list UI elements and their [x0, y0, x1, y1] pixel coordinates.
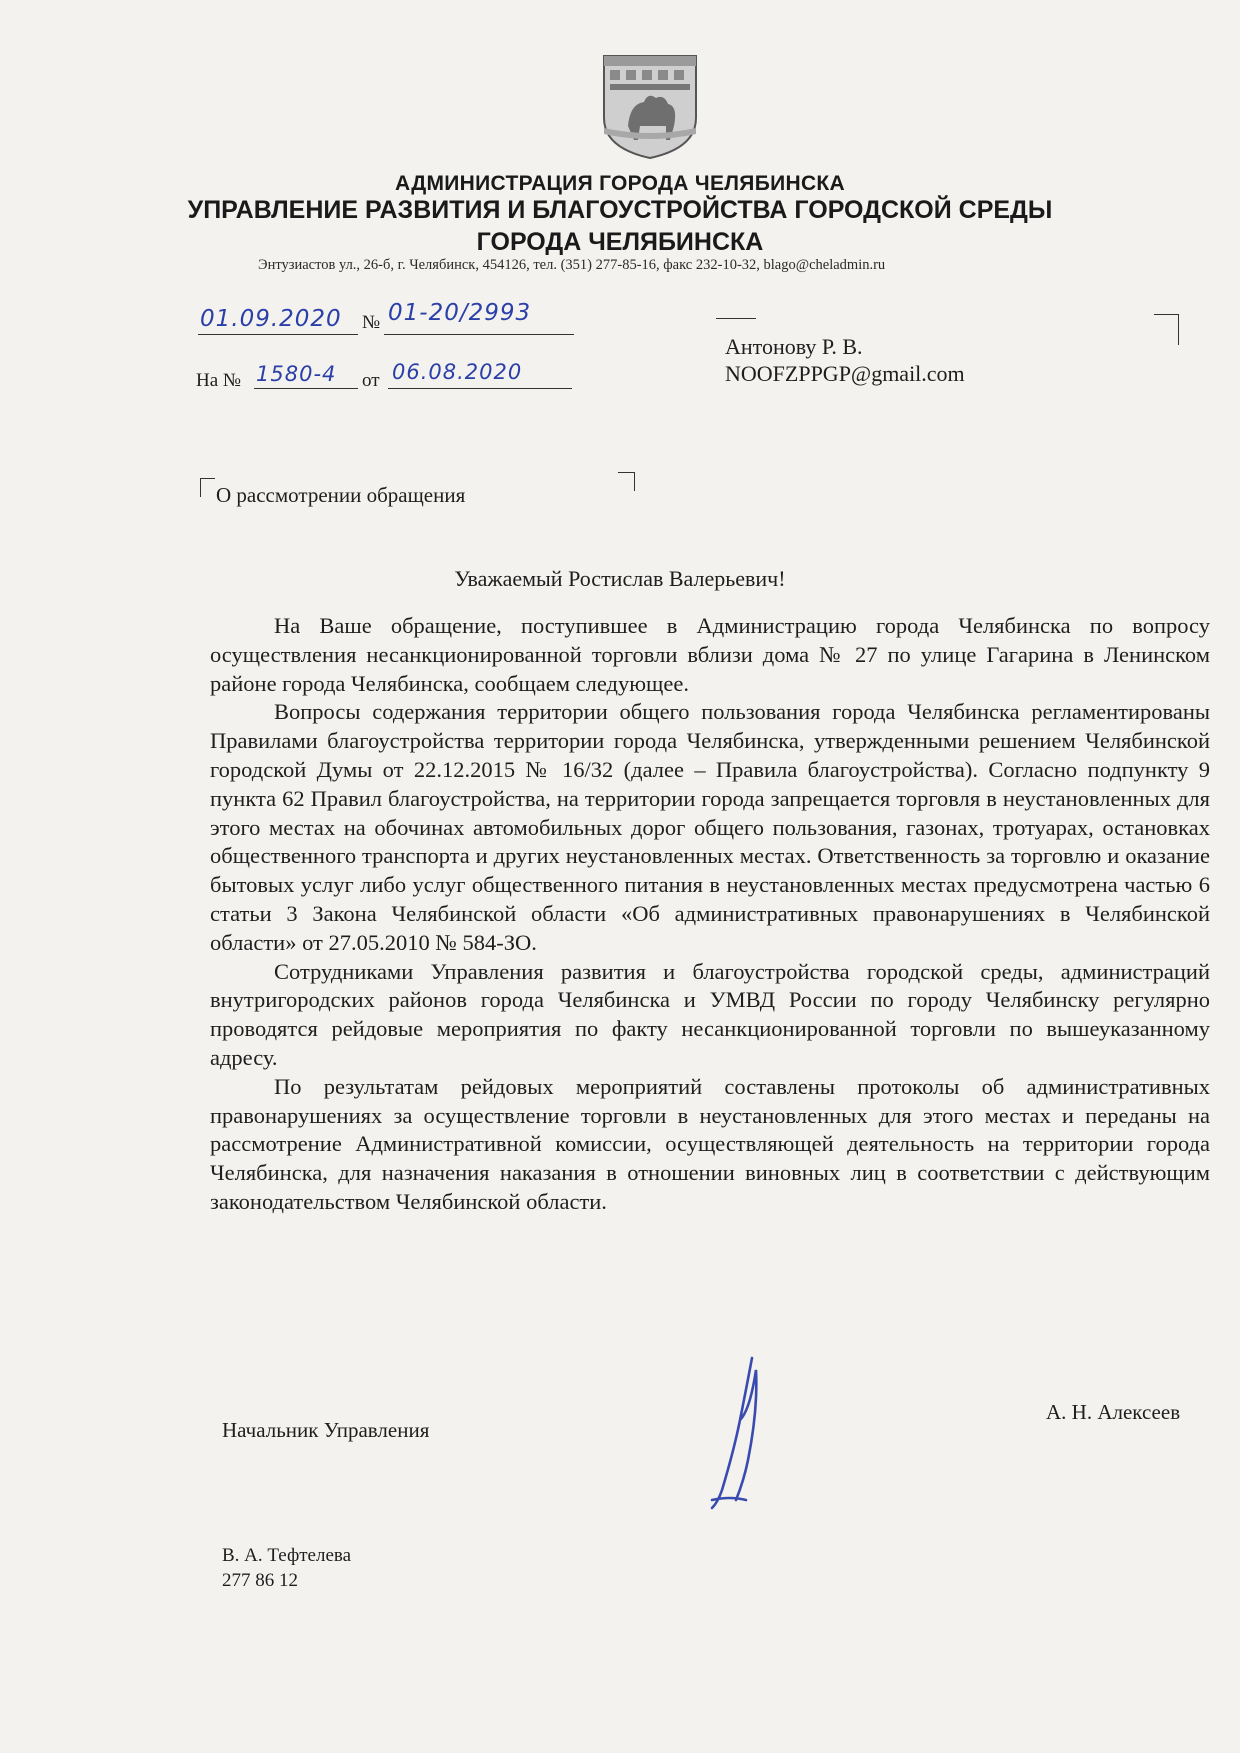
- number-underline: [384, 334, 574, 335]
- letter-body: [210, 612, 1210, 1217]
- org-address: Энтузиастов ул., 26-б, г. Челябинск, 454126, тел. (351) 277-85-16, факс 232-10-32, blago@cheladmin.ru: [258, 257, 886, 273]
- letter-subject: О рассмотрении обращения: [216, 483, 466, 507]
- org-name-line3: ГОРОДА ЧЕЛЯБИНСКА: [476, 228, 764, 256]
- reference-number: 1580-4: [256, 362, 337, 386]
- recipient-email: NOOFZPPGP@gmail.com: [725, 361, 965, 386]
- paragraph-1: На Ваше обращение, поступившее в Администрацию города Челябинска по вопросу осуществления несанкционированной торговли вблизи дома № 27 по улице Гагарина в Ленинском районе города Челябинска, сообщаем следующее.: [210, 613, 1210, 696]
- signatory-position: Начальник Управления: [222, 1418, 430, 1442]
- ref-date-underline: [388, 388, 572, 389]
- subject-corner-right: [618, 472, 635, 491]
- org-name-line2: УПРАВЛЕНИЕ РАЗВИТИЯ И БЛАГОУСТРОЙСТВА ГОРОДСКОЙ СРЕДЫ: [187, 196, 1053, 224]
- outgoing-date: 01.09.2020: [200, 306, 342, 332]
- outgoing-number-label: №: [362, 312, 381, 333]
- handwritten-signature-icon: [700, 1350, 790, 1520]
- date-underline: [198, 334, 358, 335]
- city-coat-of-arms-icon: [600, 48, 700, 160]
- signatory-name: А. Н. Алексеев: [1046, 1400, 1181, 1424]
- executor-phone: 277 86 12: [222, 1570, 298, 1591]
- reference-date-label: от: [362, 370, 380, 391]
- recipient-corner-right: [1154, 314, 1179, 345]
- executor-name: В. А. Тефтелева: [222, 1545, 352, 1566]
- ref-number-underline: [254, 388, 358, 389]
- greeting: Уважаемый Ростислав Валерьевич!: [454, 566, 786, 591]
- paragraph-2: Вопросы содержания территории общего пользования города Челябинска регламентированы Правилами благоустройства территории города Челябинска, утвержденными решением Челябинской городской Думы от 22.12.2015 № 16/32 (далее – Правила благоустройства). Согласно подпункту 9 пункта 62 Правил благоустройства, на территории города запрещается торговля в неустановленных для этого местах на обочинах автомобильных дорог общего пользования, газонах, тротуарах, остановках общественного транспорта и других неустановленных местах. Ответственность за торговлю и оказание бытовых услуг либо услуг общественного питания в неустановленных местах предусмотрена частью 6 статьи 3 Закона Челябинской области «Об административных правонарушениях в Челябинской области» от 27.05.2010 № 584-ЗО.: [210, 699, 1210, 955]
- reference-date: 06.08.2020: [392, 360, 523, 384]
- reference-number-label: На №: [196, 370, 242, 391]
- subject-corner-left: [200, 478, 215, 497]
- paragraph-3: Сотрудниками Управления развития и благоустройства городской среды, администраций внутригородских районов города Челябинска и УМВД России по городу Челябинску регулярно проводятся рейдовые мероприятия по факту несанкционированной торговли по вышеуказанному адресу.: [210, 958, 1210, 1070]
- org-name-line1: АДМИНИСТРАЦИЯ ГОРОДА ЧЕЛЯБИНСКА: [394, 172, 845, 195]
- paragraph-4: По результатам рейдовых мероприятий составлены протоколы об административных правонарушениях за осуществление торговли в неустановленных для этого местах и переданы на рассмотрение Административной комиссии, осуществляющей деятельность на территории города Челябинска, для назначения наказания в отношении виновных лиц в соответствии с действующим законодательством Челябинской области.: [210, 1073, 1210, 1214]
- outgoing-number: 01-20/2993: [388, 300, 532, 326]
- recipient-name: Антонову Р. В.: [725, 334, 863, 359]
